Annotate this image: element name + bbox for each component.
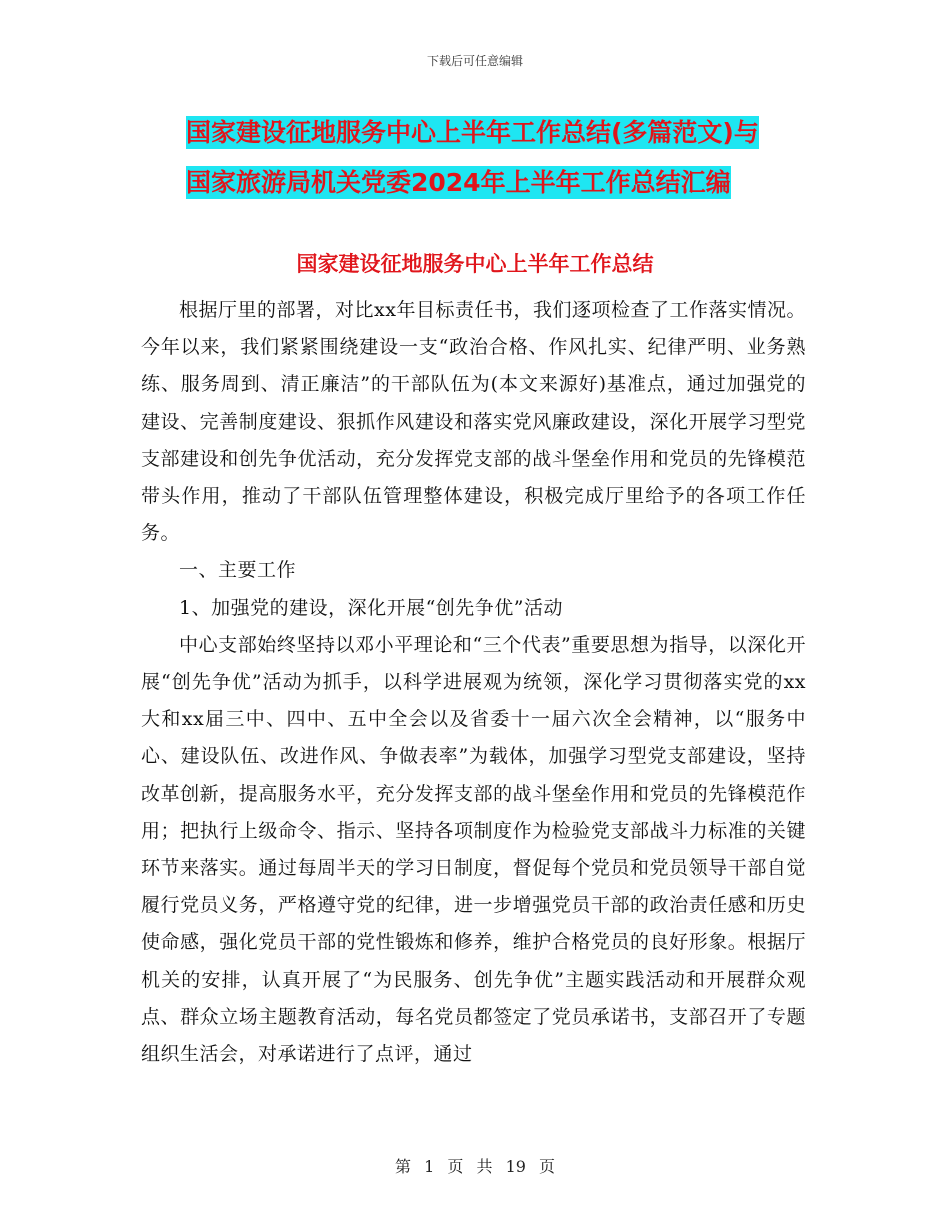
footer-total-word: 共	[476, 1157, 493, 1176]
document-title	[186, 108, 826, 208]
heading-party-building: 1、加强党的建设，深化开展“创先争优”活动	[179, 596, 564, 619]
footer-suffix: 页	[539, 1157, 556, 1176]
document-title-line-1: 国家建设征地服务中心上半年工作总结(多篇范文)与	[186, 118, 759, 147]
footer-prefix: 第	[394, 1157, 411, 1176]
heading-main-work: 一、主要工作	[179, 559, 297, 582]
document-body	[141, 292, 806, 1073]
paragraph-party-building: 中心支部始终坚持以邓小平理论和“三个代表”重要思想为指导，以深化开展“创先争优”活动为抓手，以科学进展观为统领，深化学习贯彻落实党的xx大和xx届三中、四中、五中全会以及省委十一届六次全会精神，以“服务中心、建设队伍、改进作风、争做表率”为载体，加强学习型党支部建设，坚持改革创新，提高服务水平，充分发挥支部的战斗堡垒作用和党员的先锋模范作用；把执行上级命令、指示、坚持各项制度作为检验党支部战斗力标准的关键环节来落实。通过每周半天的学习日制度，督促每个党员和党员领导干部自觉履行党员义务，严格遵守党的纪律，进一步增强党员干部的政治责任感和历史使命感，强化党员干部的党性锻炼和修养，维护合格党员的良好形象。根据厅机关的安排，认真开展了“为民服务、创先争优”主题实践活动和开展群众观点、群众立场主题教育活动，每名党员都签定了党员承诺书，支部召开了专题组织生活会，对承诺进行了点评，通过	[141, 633, 806, 1066]
section-title: 国家建设征地服务中心上半年工作总结	[296, 252, 654, 276]
document-title-line-2: 国家旅游局机关党委2024年上半年工作总结汇编	[186, 168, 731, 197]
paragraph-intro: 根据厅里的部署，对比xx年目标责任书，我们逐项检查了工作落实情况。今年以来，我们紧紧围绕建设一支“政治合格、作风扎实、纪律严明、业务熟练、服务周到、清正廉洁”的干部队伍为(本文来源好)基准点，通过加强党的建设、完善制度建设、狠抓作风建设和落实党风廉政建设，深化开展学习型党支部建设和创先争优活动，充分发挥党支部的战斗堡垒作用和党员的先锋模范带头作用，推动了干部队伍管理整体建设，积极完成厅里给予的各项工作任务。	[141, 299, 806, 545]
page-footer	[0, 1154, 950, 1177]
footer-total-pages: 19	[505, 1157, 526, 1176]
footer-page-number: 1	[424, 1157, 435, 1176]
page-header-note: 下载后可任意编辑	[426, 54, 523, 68]
footer-page-word: 页	[447, 1157, 464, 1176]
